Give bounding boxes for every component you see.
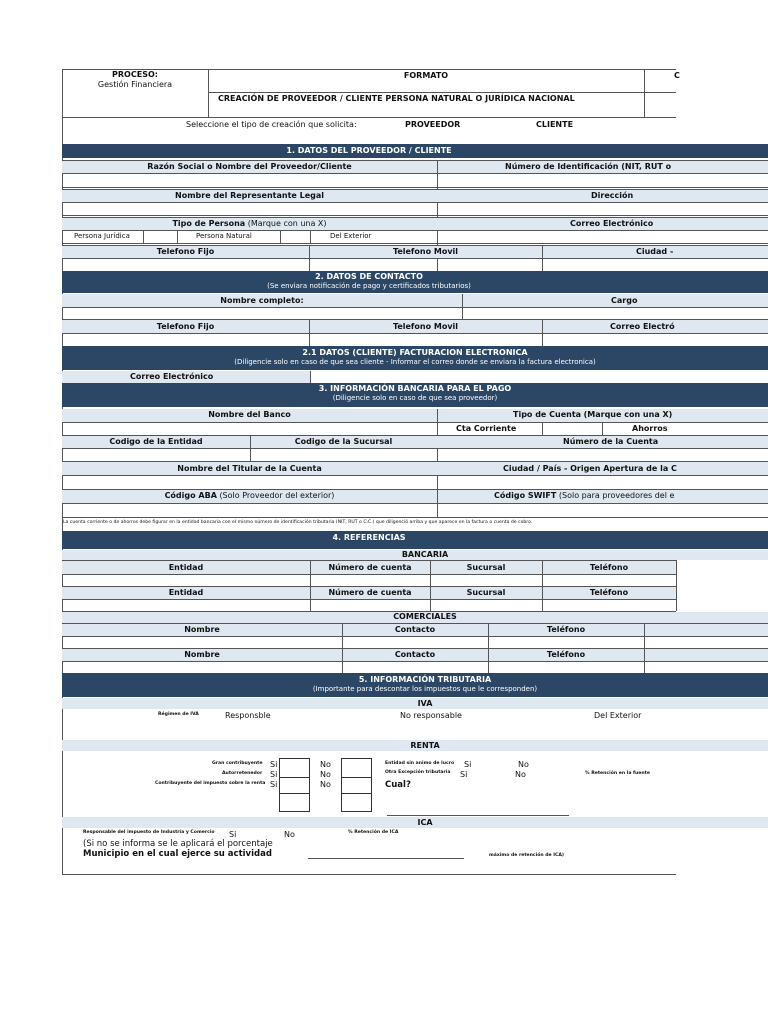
persona-juridica-checkbox[interactable] — [144, 231, 177, 243]
autorretenedor-si: Si — [270, 770, 278, 779]
del-exterior-label: Del Exterior — [330, 232, 372, 240]
maximo-retencion-text: máximo de retención de ICA) — [489, 853, 564, 858]
resp-ica-label: Responsable del impuesto de Industria y Comercio — [83, 830, 215, 835]
otra-excepcion-label: Otra Excepción tributaria — [385, 770, 451, 775]
aba-label: Código ABA — [164, 491, 217, 500]
ref-banc-entidad-1: Entidad — [168, 563, 204, 572]
ref-com-contacto-2: Contacto — [394, 650, 436, 659]
cod-entidad-label: Codigo de la Entidad — [109, 437, 203, 446]
rep-legal-label: Nombre del Representante Legal — [175, 191, 324, 200]
contrib-renta-si: Si — [270, 780, 278, 789]
renta-label: RENTA — [410, 741, 440, 750]
otra-excepcion-no[interactable]: No — [515, 770, 526, 779]
titular-label: Nombre del Titular de la Cuenta — [177, 464, 322, 473]
renta-si-extra-checkbox[interactable] — [279, 793, 310, 812]
gran-contrib-no-checkbox[interactable] — [341, 758, 372, 778]
ref-com-nombre-2: Nombre — [184, 650, 220, 659]
section4-title: 4. REFERENCIAS — [332, 533, 406, 542]
otra-excepcion-si[interactable]: Si — [460, 770, 468, 779]
persona-natural-label: Persona Natural — [196, 232, 252, 240]
facturacion-correo-label: Correo Electrónico — [130, 372, 214, 381]
proceso-label: PROCESO: — [112, 70, 158, 79]
ref-banc-cuenta-1: Número de cuenta — [328, 563, 412, 572]
num-cuenta-label: Número de la Cuenta — [563, 437, 659, 446]
option-cliente[interactable]: CLIENTE — [536, 120, 574, 129]
cual-input-line[interactable] — [387, 815, 569, 816]
contrib-renta-si-checkbox[interactable] — [279, 777, 310, 794]
ref-com-nombre-1: Nombre — [184, 625, 220, 634]
persona-natural-checkbox[interactable] — [281, 231, 310, 243]
renta-no-extra-checkbox[interactable] — [341, 793, 372, 812]
ica-si-option[interactable]: Si — [229, 830, 237, 839]
ref-banc-cuenta-2: Número de cuenta — [328, 588, 412, 597]
ica-no-option[interactable]: No — [284, 830, 295, 839]
persona-juridica-label: Persona Jurídica — [74, 232, 130, 240]
contribuyente-renta-label: Contribuyente del impuesto sobre la renta — [155, 781, 266, 786]
ref-com-telefono-1: Teléfono — [546, 625, 586, 634]
swift-note: (Solo para proveedores del e — [558, 491, 675, 500]
contacto-tel-movil-label: Telefono Movil — [392, 322, 459, 331]
contacto-correo-label: Correo Electró — [610, 322, 675, 331]
comerciales-label: COMERCIALES — [393, 612, 457, 621]
ref-com-contacto-1: Contacto — [394, 625, 436, 634]
section2-subtitle: (Se enviara notificación de pago y certificados tributarios) — [267, 282, 471, 290]
section1-title: 1. DATOS DEL PROVEEDOR / CLIENTE — [286, 146, 452, 155]
iva-no-responsable-option[interactable]: No responsable — [400, 711, 462, 720]
contrib-renta-no: No — [320, 780, 331, 789]
pct-fuente-label: % Retención en la fuente — [585, 771, 650, 776]
iva-responsable-option[interactable]: Responsble — [225, 711, 271, 720]
tipo-cuenta-note: (Marque con una X) — [583, 410, 673, 419]
bank-account-note: La cuenta corriente o de ahorros debe figurar en la entidad bancaria con el mismo número de identificación tributaria (NIT, RUT o C.C.) que diligenció arriba y que aparece en la factura o cuenta de cobro. — [63, 520, 533, 525]
tipo-cuenta-label: Tipo de Cuenta — [513, 410, 582, 419]
section3-title: 3. INFORMACIÓN BANCARIA PARA EL PAGO — [318, 384, 512, 393]
formato-label: FORMATO — [403, 71, 449, 80]
iva-label: IVA — [417, 699, 433, 708]
ref-banc-sucursal-1: Sucursal — [466, 563, 506, 572]
ref-banc-telefono-2: Teléfono — [589, 588, 629, 597]
cargo-label: Cargo — [611, 296, 638, 305]
option-proveedor[interactable]: PROVEEDOR — [405, 120, 461, 129]
direccion-label: Dirección — [591, 191, 634, 200]
section5-subtitle: (Importante para descontar los impuestos que le corresponden) — [312, 685, 538, 693]
header-right-edge: C — [674, 71, 680, 80]
tel-movil-label: Telefono Movil — [392, 247, 459, 256]
swift-label: Código SWIFT — [494, 491, 557, 500]
sin-animo-lucro-label: Entidad sin animo de lucro — [385, 761, 455, 766]
section5-title: 5. INFORMACIÓN TRIBUTARIA — [358, 675, 492, 684]
ref-com-telefono-2: Teléfono — [546, 650, 586, 659]
contacto-nombre-label: Nombre completo: — [220, 296, 304, 305]
ciudad-pais-label: Ciudad / País - Origen Apertura de la C — [503, 464, 677, 473]
proceso-value: Gestión Financiera — [97, 80, 173, 89]
ciudad-label: Ciudad - — [636, 247, 674, 256]
sin-animo-no[interactable]: No — [518, 760, 529, 769]
cual-label: Cual? — [385, 780, 411, 790]
pct-ica-label: % Retención de ICA — [348, 830, 399, 835]
ica-label: ICA — [417, 818, 433, 827]
cta-corriente-label: Cta Corriente — [456, 424, 517, 433]
ahorros-label: Ahorros — [632, 424, 668, 433]
form-title: CREACIÓN DE PROVEEDOR / CLIENTE PERSONA NATURAL O JURÍDICA NACIONAL — [218, 94, 575, 103]
razon-social-label: Razón Social o Nombre del Proveedor/Cliente — [147, 162, 352, 171]
contrib-renta-no-checkbox[interactable] — [341, 777, 372, 794]
select-prompt: Seleccione el tipo de creación que solicita: — [186, 120, 357, 129]
autorretenedor-no: No — [320, 770, 331, 779]
num-id-label: Número de Identificación (NIT, RUT o — [505, 162, 672, 171]
cod-sucursal-label: Codigo de la Sucursal — [294, 437, 393, 446]
correo-label: Correo Electrónico — [570, 219, 654, 228]
regimen-iva-label: Régimen de IVA — [158, 712, 199, 717]
contacto-tel-fijo-label: Telefono Fijo — [156, 322, 215, 331]
autorretenedor-label: Autorretenedor — [222, 771, 263, 776]
aba-note: (Solo Proveedor del exterior) — [219, 491, 335, 500]
section21-subtitle: (Diligencie solo en caso de que sea cliente - Informar el correo donde se enviara la factura electronica) — [234, 358, 596, 366]
tel-fijo-label: Telefono Fijo — [156, 247, 215, 256]
tipo-persona-label: Tipo de Persona — [172, 219, 246, 228]
gran-contrib-si-checkbox[interactable] — [279, 758, 310, 778]
ref-banc-sucursal-2: Sucursal — [466, 588, 506, 597]
municipio-label: Municipio en el cual ejerce su actividad — [83, 849, 272, 859]
section3-subtitle: (Diligencie solo en caso de que sea proveedor) — [332, 394, 498, 402]
bancaria-label: BANCARIA — [401, 550, 449, 559]
gran-contribuyente-label: Gran contribuyente — [212, 761, 263, 766]
municipio-input-line[interactable] — [308, 858, 464, 859]
sin-animo-si[interactable]: Si — [464, 760, 472, 769]
ref-banc-entidad-2: Entidad — [168, 588, 204, 597]
section2-title: 2. DATOS DE CONTACTO — [315, 272, 423, 281]
gran-contrib-no: No — [320, 760, 331, 769]
ref-banc-telefono-1: Teléfono — [589, 563, 629, 572]
tipo-persona-note: (Marque con una X) — [247, 219, 327, 228]
si-no-informa-text: (Si no se informa se le aplicará el porcentaje — [83, 839, 273, 849]
cta-corriente-checkbox[interactable] — [543, 423, 602, 435]
banco-label: Nombre del Banco — [208, 410, 291, 419]
section21-title: 2.1 DATOS (CLIENTE) FACTURACION ELECTRONICA — [302, 348, 528, 357]
gran-contrib-si: Si — [270, 760, 278, 769]
iva-exterior-option[interactable]: Del Exterior — [594, 711, 642, 720]
